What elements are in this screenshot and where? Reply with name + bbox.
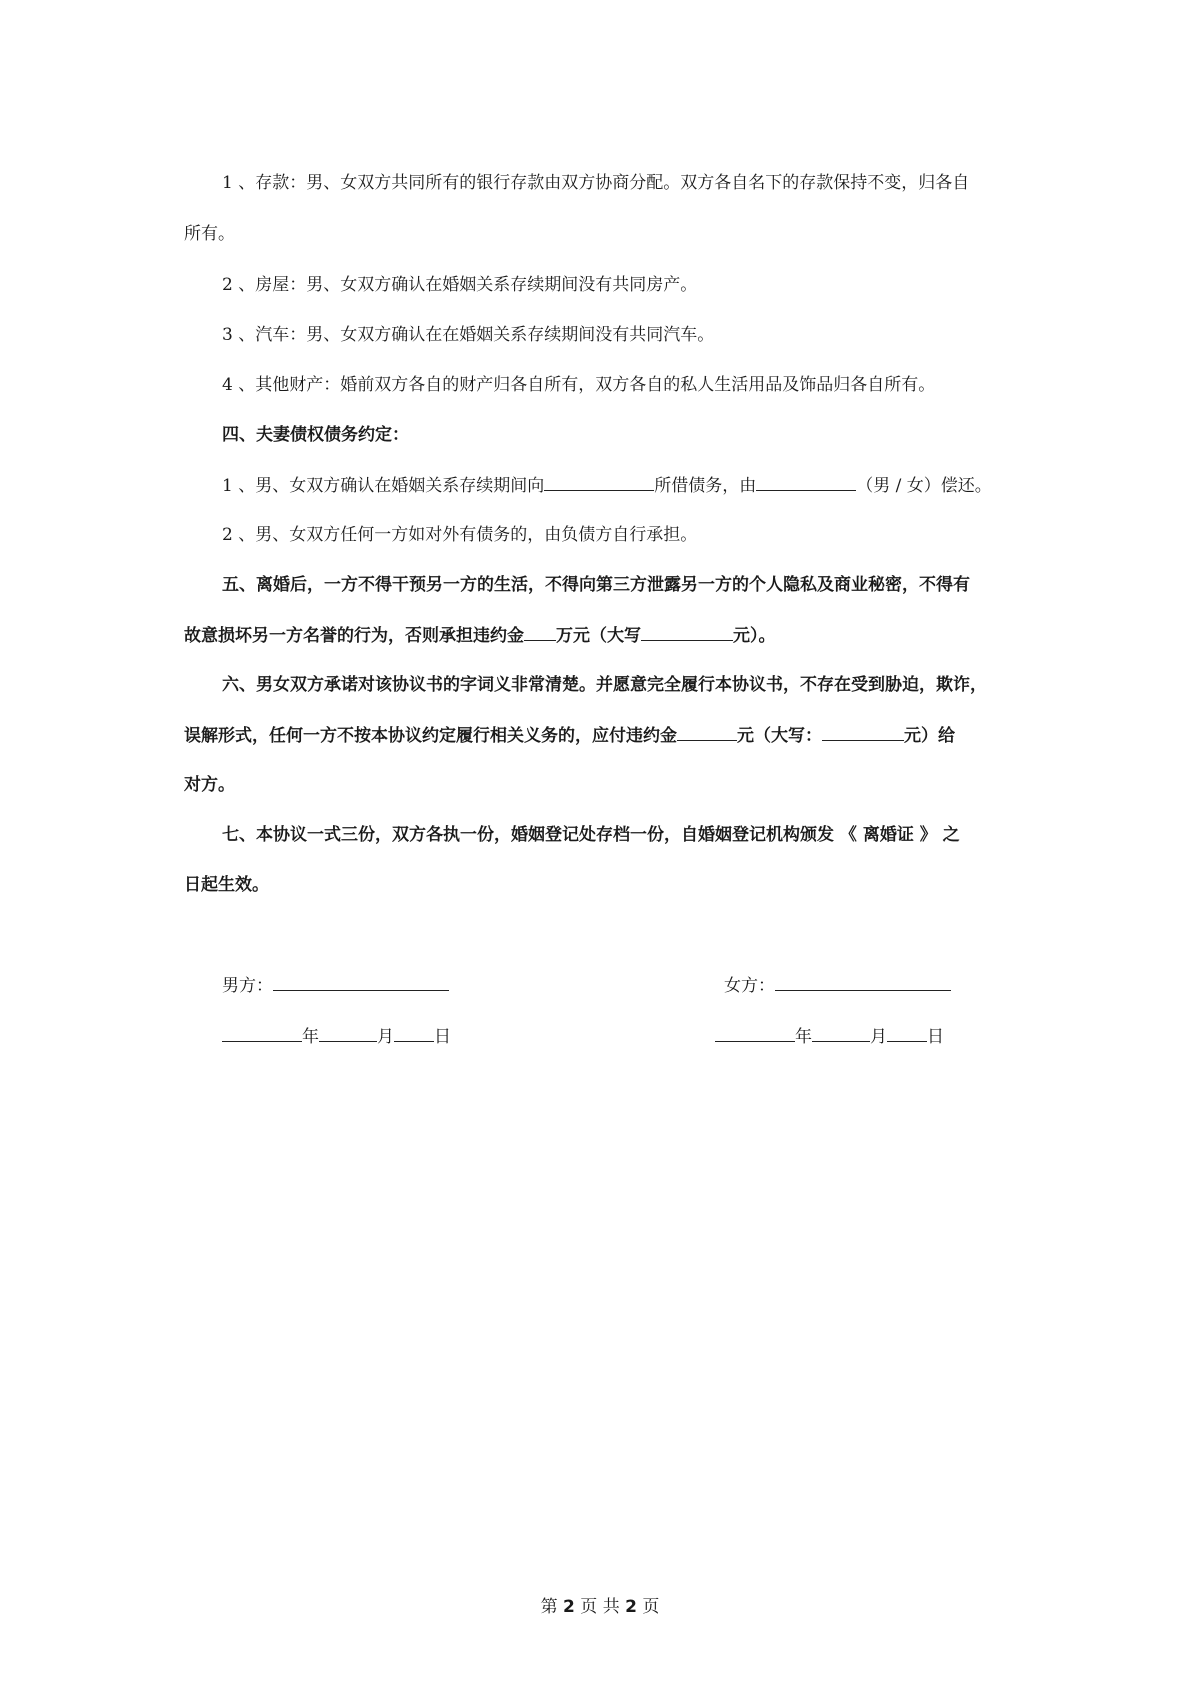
male-signature-blank[interactable] (273, 972, 449, 991)
debtor-blank[interactable] (756, 472, 856, 491)
male-date (222, 1023, 451, 1050)
footer-middle: 页 共 (580, 1597, 620, 1617)
clause-6-text-b: 元（大写： (737, 726, 822, 746)
clause-7-line-1: 七、本协议一式三份，双方各执一份，婚姻登记处存档一份，自婚姻登记机构颁发 《 离婚证 》 之 (222, 825, 960, 845)
debt-item-1 (222, 472, 992, 499)
property-item-1-line-2: 所有。 (184, 224, 235, 244)
clause-5-text-a: 故意损坏另一方名誉的行为，否则承担违约金 (184, 626, 524, 646)
debt-heading: 四、夫妻债权债务约定： (222, 425, 409, 445)
clause-5-line-2 (184, 622, 776, 649)
month-label: 月 (377, 1027, 394, 1047)
male-year-blank[interactable] (222, 1023, 302, 1042)
current-page-number: 2 (563, 1597, 575, 1617)
year-label: 年 (302, 1027, 319, 1047)
page-footer (0, 1594, 1200, 1620)
clause-6-text-a: 误解形式，任何一方不按本协议约定履行相关义务的，应付违约金 (184, 726, 677, 746)
year-label: 年 (795, 1027, 812, 1047)
breach-amount-blank[interactable] (677, 722, 737, 741)
footer-suffix: 页 (642, 1597, 660, 1617)
female-signature-blank[interactable] (775, 972, 951, 991)
footer-prefix: 第 (540, 1597, 558, 1617)
clause-7-line-2: 日起生效。 (184, 875, 269, 895)
clause-5-text-c: 元）。 (733, 626, 776, 646)
clause-6-line-3: 对方。 (184, 775, 235, 795)
property-item-3: 3 、汽车：男、女双方确认在在婚姻关系存续期间没有共同汽车。 (222, 325, 715, 345)
male-label: 男方： (222, 976, 273, 996)
month-label: 月 (870, 1027, 887, 1047)
female-date (715, 1023, 944, 1050)
female-day-blank[interactable] (887, 1023, 927, 1042)
debt-item-2: 2 、男、女双方任何一方如对外有债务的，由负债方自行承担。 (222, 525, 698, 545)
female-label: 女方： (724, 976, 775, 996)
male-month-blank[interactable] (319, 1023, 377, 1042)
total-page-number: 2 (625, 1597, 637, 1617)
female-month-blank[interactable] (812, 1023, 870, 1042)
clause-5-line-1: 五、离婚后，一方不得干预另一方的生活，不得向第三方泄露另一方的个人隐私及商业秘密，不得有 (222, 575, 970, 595)
debt-item-1-text-c: （男 / 女）偿还。 (856, 476, 992, 496)
debt-item-1-text-a: 1 、男、女双方确认在婚姻关系存续期间向 (222, 476, 545, 496)
clause-6-text-c: 元）给 (904, 726, 955, 746)
penalty-words-blank[interactable] (641, 622, 733, 641)
debt-item-1-text-b: 所借债务，由 (654, 476, 757, 496)
property-item-2: 2 、房屋：男、女双方确认在婚姻关系存续期间没有共同房产。 (222, 275, 698, 295)
property-item-4: 4 、其他财产：婚前双方各自的财产归各自所有，双方各自的私人生活用品及饰品归各自所有。 (222, 375, 936, 395)
female-year-blank[interactable] (715, 1023, 795, 1042)
clause-6-line-1: 六、男女双方承诺对该协议书的字词义非常清楚。并愿意完全履行本协议书，不存在受到胁迫，欺诈， (222, 675, 987, 695)
property-item-1-line-1: 1 、存款：男、女双方共同所有的银行存款由双方协商分配。双方各自名下的存款保持不变，归各自 (222, 173, 970, 193)
breach-words-blank[interactable] (822, 722, 904, 741)
penalty-amount-blank[interactable] (524, 622, 556, 641)
day-label: 日 (434, 1027, 451, 1047)
creditor-blank[interactable] (544, 472, 654, 491)
clause-6-line-2 (184, 722, 955, 749)
day-label: 日 (927, 1027, 944, 1047)
female-signature (724, 972, 951, 999)
male-signature (222, 972, 449, 999)
male-day-blank[interactable] (394, 1023, 434, 1042)
clause-5-text-b: 万元（大写 (556, 626, 641, 646)
